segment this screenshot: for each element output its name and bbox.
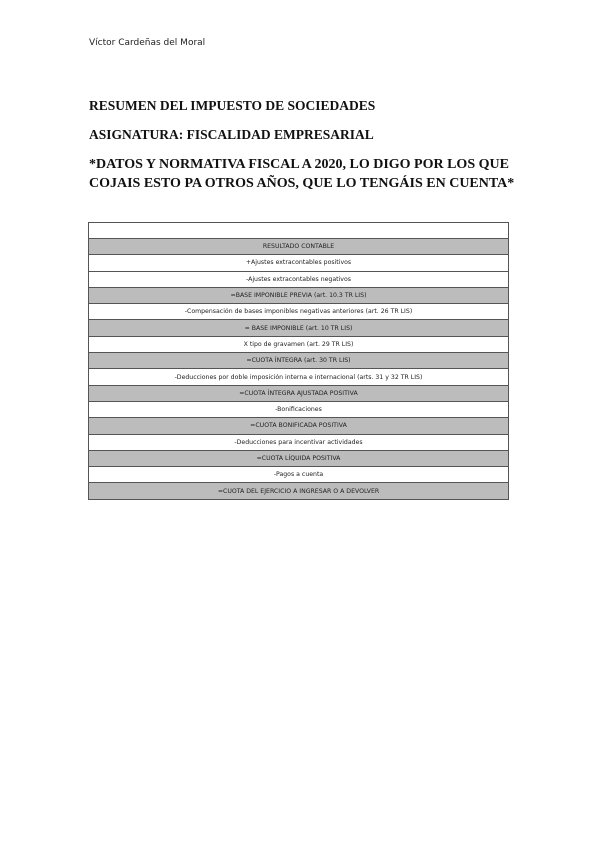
table-row [89, 304, 509, 320]
table-cell: -Deducciones por doble imposición interna e internacional (arts. 31 y 32 TR LIS) [89, 369, 509, 385]
table-row [89, 336, 509, 352]
disclaimer-note: *DATOS Y NORMATIVA FISCAL A 2020, LO DIGO POR LOS QUE COJAIS ESTO PA OTROS AÑOS, QUE LO TENGÁIS EN CUENTA* [89, 157, 515, 191]
table-cell: -Bonificaciones [89, 401, 509, 417]
table-cell: -Ajustes extracontables negativos [89, 271, 509, 287]
table-row [89, 434, 509, 450]
table-cell: X tipo de gravamen (art. 29 TR LIS) [89, 336, 509, 352]
table-row [89, 467, 509, 483]
tax-calculation-table [88, 222, 509, 500]
headings-block [89, 97, 519, 205]
table-row [89, 483, 509, 499]
table-cell: =CUOTA LÍQUIDA POSITIVA [89, 450, 509, 466]
table-row [89, 401, 509, 417]
table-cell: -Deducciones para incentivar actividades [89, 434, 509, 450]
table-cell: =CUOTA BONIFICADA POSITIVA [89, 418, 509, 434]
table-cell: =CUOTA DEL EJERCICIO A INGRESAR O A DEVOLVER [89, 483, 509, 499]
table-header-row [89, 223, 509, 239]
table-cell: -Pagos a cuenta [89, 467, 509, 483]
table-cell [89, 223, 509, 239]
table-cell: =CUOTA ÍNTEGRA (art. 30 TR LIS) [89, 353, 509, 369]
table-cell: =CUOTA ÍNTEGRA AJUSTADA POSITIVA [89, 385, 509, 401]
table-row [89, 271, 509, 287]
table-row [89, 353, 509, 369]
table-row [89, 320, 509, 336]
table-cell: =BASE IMPONIBLE PREVIA (art. 10.3 TR LIS) [89, 287, 509, 303]
table-row [89, 369, 509, 385]
table-row [89, 287, 509, 303]
author-name: Víctor Cardeñas del Moral [89, 38, 206, 48]
table-cell: -Compensación de bases imponibles negativas anteriores (art. 26 TR LIS) [89, 304, 509, 320]
table-row [89, 239, 509, 255]
table-row [89, 255, 509, 271]
table-cell: +Ajustes extracontables positivos [89, 255, 509, 271]
table-row [89, 385, 509, 401]
table-row [89, 450, 509, 466]
subject-heading: ASIGNATURA: FISCALIDAD EMPRESARIAL [89, 127, 374, 142]
document-title: RESUMEN DEL IMPUESTO DE SOCIEDADES [89, 98, 376, 113]
table-cell: RESULTADO CONTABLE [89, 239, 509, 255]
table-cell: = BASE IMPONIBLE (art. 10 TR LIS) [89, 320, 509, 336]
table-row [89, 418, 509, 434]
